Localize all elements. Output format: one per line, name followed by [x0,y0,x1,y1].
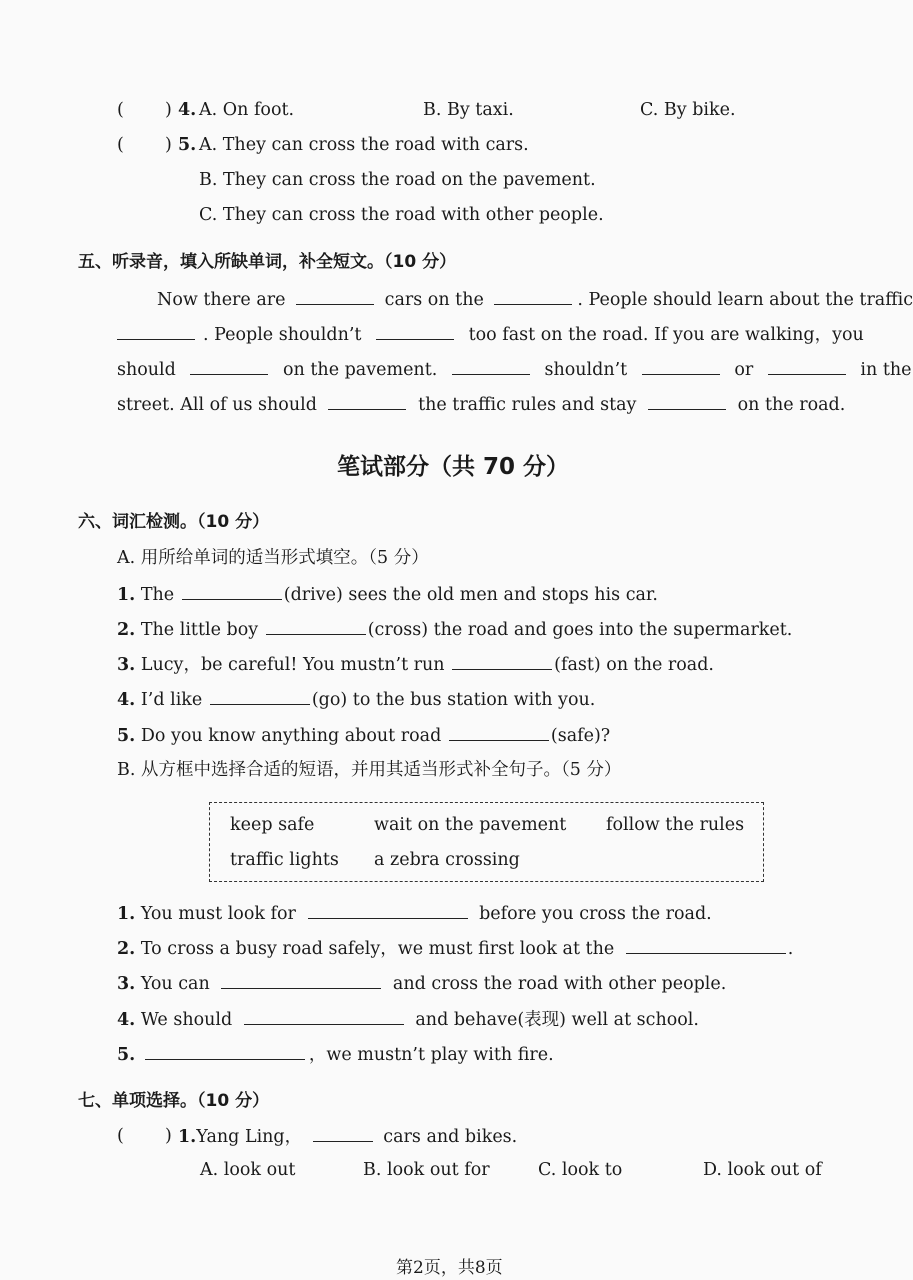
q5-paren-open: ( [117,135,124,155]
passage-line-1: Now there are cars on the . People should learn about the traffic [157,287,913,312]
passage-blank-10[interactable] [648,392,726,410]
part-b-item-3: 3. You can and cross the road with other people. [117,971,726,996]
passage-line-3: should on the pavement. shouldn’t or in the [117,357,912,382]
passage-blank-4[interactable] [376,322,454,340]
q4-number: 4. [178,100,197,120]
part-b-item-1: 1. You must look for before you cross the road. [117,901,712,926]
phrase-box [209,802,764,882]
phrase-a-zebra-crossing: a zebra crossing [374,850,520,870]
s7-q1-option-a: A. look out [200,1160,296,1180]
s7-q1-option-b: B. look out for [363,1160,490,1180]
s7-q1-option-d: D. look out of [703,1160,822,1180]
written-part-title: 笔试部分（共 70 分） [337,454,570,480]
passage-blank-9[interactable] [328,392,406,410]
s7-q1-option-c: C. look to [538,1160,623,1180]
part-b-item-4: 4. We should and behave(表现) well at school. [117,1007,699,1032]
part-a-item-2: 2. The little boy (cross) the road and goes into the supermarket. [117,617,792,642]
part-a-blank-5[interactable] [449,723,549,741]
section6-title: 六、词汇检测。（10 分） [78,512,270,532]
passage-blank-8[interactable] [768,357,846,375]
section7-title: 七、单项选择。（10 分） [78,1091,270,1111]
page-footer: 第2页，共8页 [396,1258,503,1278]
q5-number: 5. [178,135,197,155]
passage-blank-3[interactable] [117,322,195,340]
part-b-item-2: 2. To cross a busy road safely，we must first look at the . [117,936,793,961]
phrase-wait-on-the-pavement: wait on the pavement [374,815,567,835]
part-b-blank-2[interactable] [626,936,786,954]
q4-option-c: C. By bike. [640,100,736,120]
part-b-blank-1[interactable] [308,901,468,919]
phrase-traffic-lights: traffic lights [230,850,339,870]
s7-q1-paren-close: ) [165,1126,172,1146]
part-a-instruction: A. 用所给单词的适当形式填空。（5 分） [117,548,429,568]
phrase-keep-safe: keep safe [230,815,315,835]
passage-blank-5[interactable] [190,357,268,375]
part-b-blank-3[interactable] [221,971,381,989]
q4-option-a: A. On foot. [199,100,295,120]
q4-paren-open: ( [117,100,124,120]
part-a-item-1: 1. The (drive) sees the old men and stops his car. [117,582,658,607]
part-a-item-3: 3. Lucy，be careful! You mustn’t run (fast) on the road. [117,652,714,677]
part-b-instruction: B. 从方框中选择合适的短语，并用其适当形式补全句子。（5 分） [117,760,622,780]
passage-blank-7[interactable] [642,357,720,375]
s7-q1-stem: 1.Yang Ling， cars and bikes. [178,1124,517,1149]
passage-line-2: . People shouldn’t too fast on the road. If you are walking，you [117,322,864,347]
q5-option-b: B. They can cross the road on the pavement. [199,170,596,190]
s7-q1-blank[interactable] [313,1124,373,1142]
passage-blank-2[interactable] [494,287,572,305]
s7-q1-paren-open: ( [117,1126,124,1146]
phrase-follow-the-rules: follow the rules [606,815,745,835]
passage-blank-1[interactable] [296,287,374,305]
part-b-blank-4[interactable] [244,1007,404,1025]
q5-option-c: C. They can cross the road with other people. [199,205,604,225]
part-a-blank-1[interactable] [182,582,282,600]
q5-paren-close: ) [165,135,172,155]
passage-line-4: street. All of us should the traffic rules and stay on the road. [117,392,845,417]
part-a-blank-2[interactable] [266,617,366,635]
q4-paren-close: ) [165,100,172,120]
part-a-item-5: 5. Do you know anything about road (safe)? [117,723,610,748]
part-b-blank-5[interactable] [145,1042,305,1060]
part-a-blank-4[interactable] [210,687,310,705]
q4-option-b: B. By taxi. [423,100,514,120]
part-a-item-4: 4. I’d like (go) to the bus station with you. [117,687,595,712]
section5-title: 五、听录音，填入所缺单词，补全短文。（10 分） [78,252,457,272]
passage-blank-6[interactable] [452,357,530,375]
q5-option-a: A. They can cross the road with cars. [199,135,529,155]
part-a-blank-3[interactable] [452,652,552,670]
part-b-item-5: 5. ，we mustn’t play with fire. [117,1042,554,1067]
